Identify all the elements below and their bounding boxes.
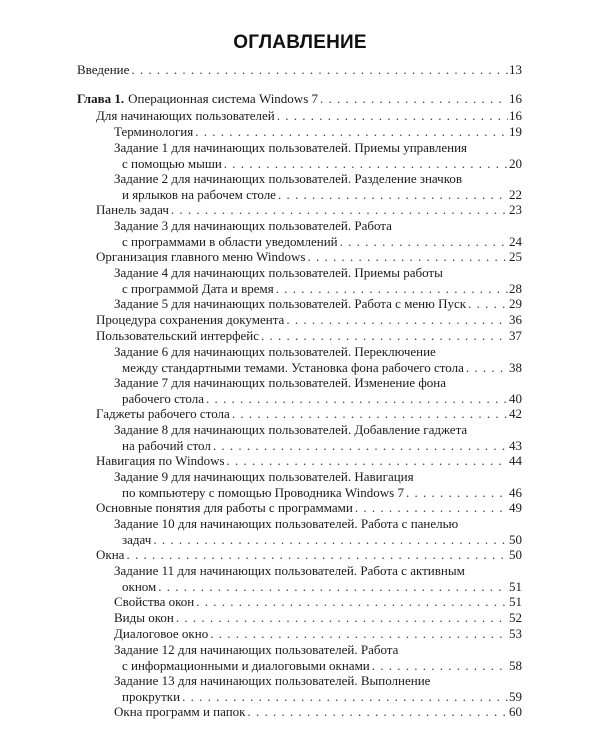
dot-leader: [232, 406, 508, 422]
toc-entry-title-line: Пользовательский интерфейс: [96, 328, 259, 343]
dot-leader: [278, 187, 508, 203]
toc-entry-title-line: Задание 8 для начинающих пользователей. Добавление гаджета: [114, 422, 468, 437]
page-number: 46: [509, 484, 522, 500]
page-number: 22: [509, 186, 522, 202]
toc-entry-title-line: Навигация по Windows: [96, 453, 225, 468]
toc-entry-title-line: Терминология: [114, 124, 194, 139]
toc-entry-title-line: Гаджеты рабочего стола: [96, 406, 230, 421]
toc-entry-title-line: Задание 4 для начинающих пользователей. Приемы работы: [114, 265, 443, 280]
toc-entry-title-line: задач: [122, 531, 152, 547]
dot-leader: [196, 594, 508, 610]
page-number: 43: [509, 437, 522, 453]
toc-entry-title-line: Операционная система Windows 7: [128, 91, 319, 106]
dot-leader: [195, 124, 508, 140]
toc-entry-title-line: Задание 11 для начинающих пользователей. Работа с активным: [114, 563, 465, 578]
page-number: 29: [509, 296, 522, 311]
toc-entry-title-line: Основные понятия для работы с программами: [96, 500, 353, 515]
toc-entry-title-line: Диалоговое окно: [114, 626, 209, 641]
page-number: 51: [509, 594, 522, 609]
dot-leader: [176, 610, 508, 626]
toc-entry-title-line: Задание 9 для начинающих пользователей. Навигация: [114, 469, 414, 484]
page-number: 16: [509, 91, 522, 106]
page-number: 44: [509, 453, 522, 468]
toc-entry-title-line: Задание 3 для начинающих пользователей. Работа: [114, 218, 392, 233]
toc-entry-title-line: прокрутки: [122, 688, 181, 704]
page-number: 42: [509, 406, 522, 421]
toc-entry-title-line: Задание 6 для начинающих пользователей. Переключение: [114, 344, 436, 359]
page-number: 60: [509, 704, 522, 719]
toc-entry-title-line: Организация главного меню Windows: [96, 249, 306, 264]
page-number: 58: [509, 657, 522, 673]
toc-entry-title-line: с программами в области уведомлений: [122, 233, 338, 249]
page-number: 59: [509, 688, 522, 704]
toc-entry-title-line: Задание 5 для начинающих пользователей. Работа с меню Пуск: [114, 296, 467, 311]
page-number: 50: [509, 547, 522, 562]
page-number: 38: [509, 359, 522, 375]
toc-entry-title-line: окном: [122, 578, 157, 594]
dot-leader: [213, 438, 508, 454]
toc-entry-title-line: Панель задач: [96, 202, 169, 217]
dot-leader: [372, 658, 508, 674]
dot-leader: [277, 108, 508, 124]
dot-leader: [466, 360, 508, 376]
page-number: 19: [509, 124, 522, 139]
toc-entry-title-line: Виды окон: [114, 610, 174, 625]
page-number: 24: [509, 233, 522, 249]
page-number: 13: [509, 62, 522, 77]
toc-entry-title-line: Задание 12 для начинающих пользователей. Работа: [114, 642, 399, 657]
toc-entry-title-line: с помощью мыши: [122, 155, 222, 171]
toc-entry-title-line: Для начинающих пользователей: [96, 108, 275, 123]
page-number: 25: [509, 249, 522, 264]
dot-leader: [286, 312, 508, 328]
toc-entry-title-line: с программой Дата и время: [122, 280, 274, 296]
toc-entry-title-line: Процедура сохранения документа: [96, 312, 285, 327]
dot-leader: [247, 704, 508, 720]
page-number: 36: [509, 312, 522, 327]
page-number: 20: [509, 155, 522, 171]
page-number: 49: [509, 500, 522, 515]
toc-entry-title-line: Окна программ и папок: [114, 704, 246, 719]
dot-leader: [210, 626, 508, 642]
page-number: 52: [509, 610, 522, 625]
dot-leader: [276, 281, 508, 297]
page-number: 53: [509, 626, 522, 641]
toc-entry-title-line: Задание 7 для начинающих пользователей. Изменение фона: [114, 375, 447, 390]
page-number: 50: [509, 531, 522, 547]
dot-leader: [320, 91, 508, 107]
dot-leader: [126, 547, 508, 563]
toc-entry-title-line: и ярлыков на рабочем столе: [122, 186, 276, 202]
page-number: 51: [509, 578, 522, 594]
toc-entry-title-line: Свойства окон: [114, 594, 195, 609]
dot-leader: [158, 579, 508, 595]
dot-leader: [182, 689, 508, 705]
dot-leader: [171, 202, 508, 218]
dot-leader: [227, 453, 508, 469]
page-number: 37: [509, 328, 522, 343]
dot-leader: [340, 234, 508, 250]
dot-leader: [131, 62, 508, 78]
toc-entry-title-line: Введение: [77, 62, 130, 77]
toc-entry-title-line: с информационными и диалоговыми окнами: [122, 657, 370, 673]
toc-entry-title-line: Задание 13 для начинающих пользователей. Выполнение: [114, 673, 431, 688]
toc-entry-title-line: рабочего стола: [122, 390, 204, 406]
toc-entry-title-line: Задание 2 для начинающих пользователей. Разделение значков: [114, 171, 463, 186]
page-number: 16: [509, 108, 522, 123]
dot-leader: [468, 296, 508, 312]
page-number: 28: [509, 280, 522, 296]
page-number: 23: [509, 202, 522, 217]
toc-entry-title-line: по компьютеру с помощью Проводника Windows 7: [122, 484, 404, 500]
toc-entry-title-line: между стандартными темами. Установка фона рабочего стола: [122, 359, 464, 375]
toc-entry-title-line: на рабочий стол: [122, 437, 211, 453]
page-number: 40: [509, 390, 522, 406]
toc-entry-title-line: Задание 1 для начинающих пользователей. Приемы управления: [114, 140, 468, 155]
dot-leader: [406, 485, 508, 501]
dot-leader: [261, 328, 508, 344]
chapter-label: Глава 1.: [77, 91, 125, 106]
dot-leader: [355, 500, 508, 516]
dot-leader: [206, 391, 508, 407]
dot-leader: [153, 532, 508, 548]
toc-entry-title-line: Задание 10 для начинающих пользователей. Работа с панелью: [114, 516, 459, 531]
page-title: ОГЛАВЛЕНИЕ: [233, 32, 367, 53]
dot-leader: [224, 156, 508, 172]
toc-entry-title-line: Окна: [96, 547, 125, 562]
dot-leader: [307, 249, 508, 265]
